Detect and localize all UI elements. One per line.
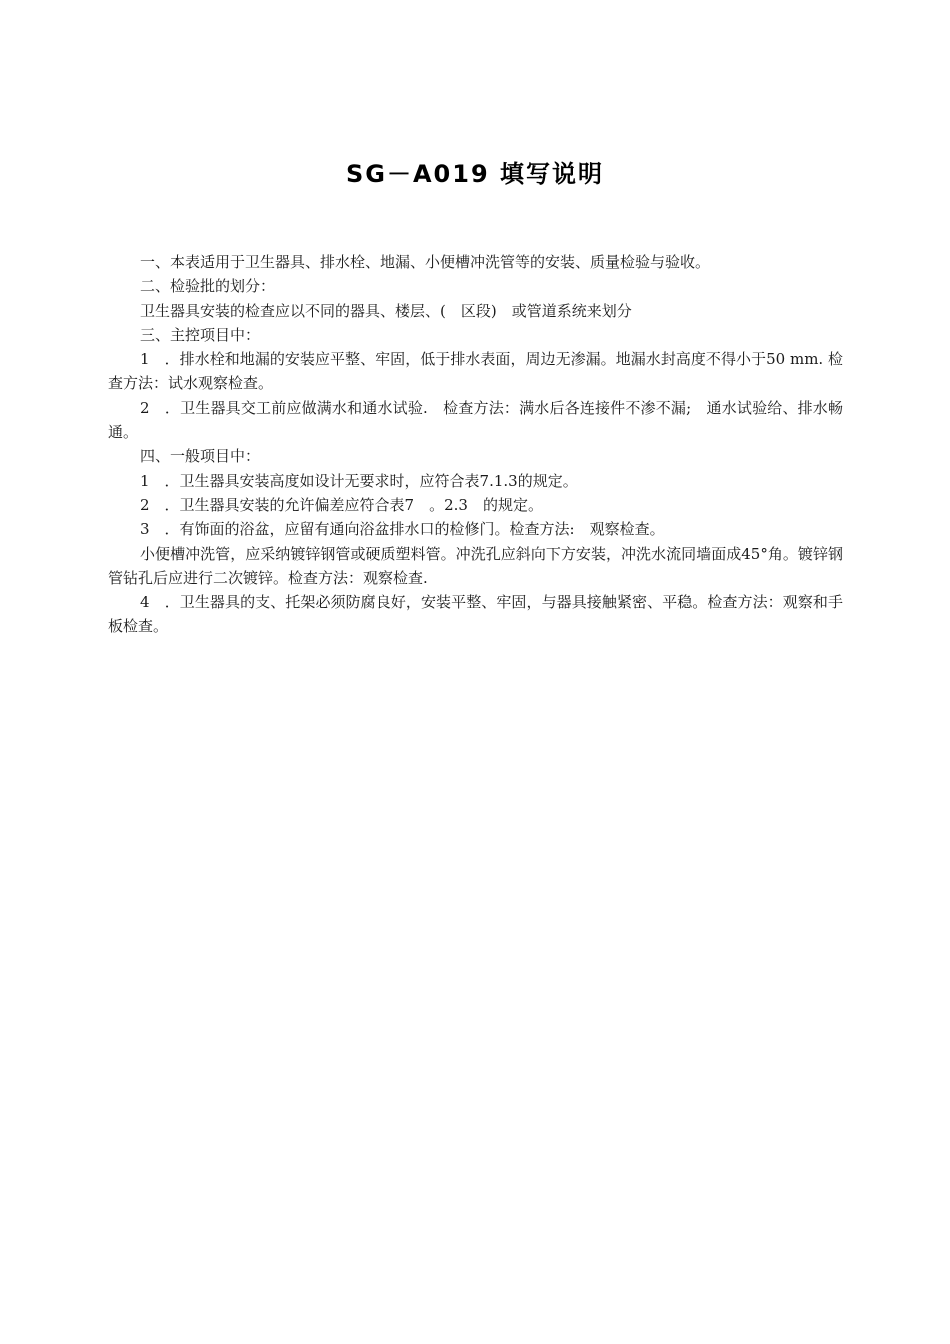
- paragraph-general-item-1: 1 ．卫生器具安装高度如设计无要求时，应符合表7.1.3的规定。: [140, 471, 578, 490]
- paragraph-general-item-3: 3 ．有饰面的浴盆，应留有通向浴盆排水口的检修门。检查方法: 观察检查。: [140, 520, 665, 539]
- paragraph-general-item-2: 2 ．卫生器具安装的允许偏差应符合表7 。2.3 的规定。: [140, 495, 543, 514]
- paragraph-main-items-heading: 三、主控项目中：: [140, 325, 261, 344]
- paragraph-general-item-4: 4 ．卫生器具的支、托架必须防腐良好，安装平整、牢固，与器具接触紧密、平稳。检查方法：观察和手板检查。: [108, 593, 843, 636]
- paragraph-main-item-2: 2 ．卫生器具交工前应做满水和通水试验. 检查方法：满水后各连接件不渗不漏; 通水试验给、排水畅通。: [108, 398, 843, 442]
- paragraph-general-items-heading: 四、一般项目中：: [140, 447, 261, 466]
- paragraph-main-item-1: 1 ．排水栓和地漏的安装应平整、牢固，低于排水表面，周边无渗漏。地漏水封高度不得小于50 mm. 检查方法：试水观察检查。: [108, 350, 843, 393]
- document-body: [108, 250, 843, 639]
- paragraph-batch-division: 卫生器具安装的检查应以不同的器具、楼层、( 区段) 或管道系统来划分: [140, 301, 632, 320]
- paragraph-batch-heading: 二、检验批的划分：: [140, 277, 276, 296]
- paragraph-urinal-flush-pipe: 小便槽冲洗管，应采纳镀锌钢管或硬质塑料管。冲洗孔应斜向下方安装，冲洗水流同墙面成45°角。镀锌钢管钻孔后应进行二次镀锌。检查方法：观察检查.: [108, 544, 843, 587]
- document-title: SG－A019 填写说明: [345, 160, 604, 188]
- paragraph-scope: 一、本表适用于卫生器具、排水栓、地漏、小便槽冲洗管等的安装、质量检验与验收。: [140, 253, 711, 271]
